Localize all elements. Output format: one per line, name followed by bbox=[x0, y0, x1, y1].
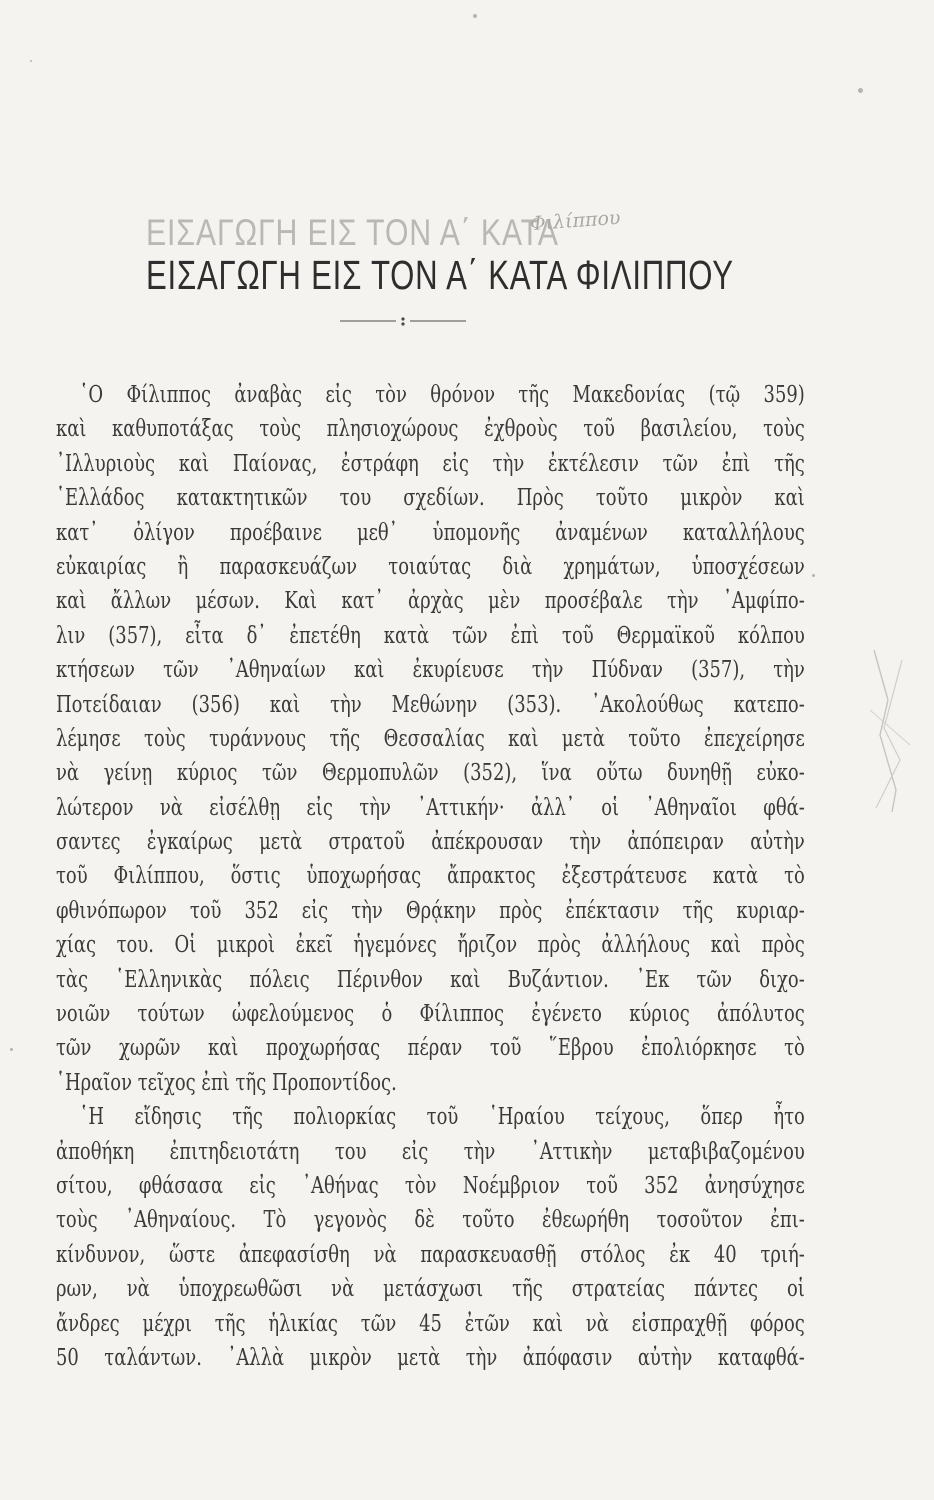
text-line: ῾Ελλάδος κατακτητικῶν του σχεδίων. Πρὸς τοῦτο μικρὸν καὶ bbox=[56, 485, 805, 512]
body-text bbox=[56, 378, 805, 1375]
text-line: κατ᾿ ὀλίγον προέβαινε μεθ᾿ ὑπομονῆς ἀναμένων καταλλήλους bbox=[56, 519, 805, 546]
text-line: χίας του. Οἱ μικροὶ ἐκεῖ ἡγεμόνες ἤριζον πρὸς ἀλλήλους καὶ πρὸς bbox=[56, 932, 805, 959]
specks bbox=[812, 574, 815, 577]
text-line: ᾿Ιλλυριοὺς καὶ Παίονας, ἐστράφη εἰς τὴν ἐκτέλεσιν τῶν ἐπὶ τῆς bbox=[56, 450, 805, 477]
text-line: τὰς ῾Ελληνικὰς πόλεις Πέρινθον καὶ Βυζάντιον. ᾿Εκ τῶν διχο- bbox=[56, 966, 805, 993]
faded-heading: ΕΙΣΑΓΩΓΗ ΕΙΣ ΤΟΝ Α΄ ΚΑΤΑ bbox=[146, 212, 559, 253]
text-line: ἀποθήκη ἐπιτηδειοτάτη του εἰς τὴν ᾿Αττικὴν μεταβιβαζομένου bbox=[56, 1138, 805, 1165]
specks bbox=[858, 88, 863, 93]
text-line: Ποτείδαιαν (356) καὶ τὴν Μεθώνην (353). ᾿Ακολούθως κατεπο- bbox=[56, 691, 805, 718]
text-line: ρων, νὰ ὑποχρεωθῶσι νὰ μετάσχωσι τῆς στρατείας πάντες οἱ bbox=[56, 1276, 805, 1303]
text-line: φθινόπωρον τοῦ 352 εἰς τὴν Θρᾴκην πρὸς ἐπέκτασιν τῆς κυριαρ- bbox=[56, 897, 805, 924]
specks bbox=[473, 14, 477, 18]
text-line: λώτερον νὰ εἰσέλθῃ εἰς τὴν ᾿Αττικήν· ἀλλ᾿ οἱ ᾿Αθηναῖοι φθά- bbox=[56, 794, 805, 821]
text-line: εὐκαιρίας ἢ παρασκευάζων τοιαύτας διὰ χρημάτων, ὑποσχέσεων bbox=[56, 553, 805, 580]
specks bbox=[30, 60, 32, 62]
text-line: λιν (357), εἶτα δ᾿ ἐπετέθη κατὰ τῶν ἐπὶ τοῦ Θερμαϊκοῦ κόλπου bbox=[56, 622, 805, 649]
text-line: τοῦ Φιλίππου, ὅστις ὑποχωρήσας ἄπρακτος ἐξεστράτευσε κατὰ τὸ bbox=[56, 863, 805, 890]
text-line: καὶ καθυποτάξας τοὺς πλησιοχώρους ἐχθροὺς τοῦ βασιλείου, τοὺς bbox=[56, 416, 805, 443]
specks bbox=[10, 1048, 13, 1051]
text-line: καὶ ἄλλων μέσων. Καὶ κατ᾿ ἀρχὰς μὲν προσέβαλε τὴν ᾿Αμφίπο- bbox=[56, 588, 805, 615]
text-line: κίνδυνον, ὥστε ἀπεφασίσθη νὰ παρασκευασθῇ στόλος ἐκ 40 τριή- bbox=[56, 1241, 805, 1268]
text-line: σίτου, φθάσασα εἰς ᾿Αθήνας τὸν Νοέμβριον τοῦ 352 ἀνησύχησε bbox=[56, 1172, 805, 1199]
text-line: ἄνδρες μέχρι τῆς ἡλικίας τῶν 45 ἐτῶν καὶ νὰ εἰσπραχθῇ φόρος bbox=[56, 1310, 805, 1337]
handwritten-note: Φιλίππου bbox=[529, 206, 622, 236]
page-title: ΕΙΣΑΓΩΓΗ ΕΙΣ ΤΟΝ Α΄ ΚΑΤΑ ΦΙΛΙΠΠΟΥ bbox=[146, 252, 734, 298]
margin-scribble-icon bbox=[862, 640, 922, 820]
text-line: ῾Ο Φίλιππος ἀναβὰς εἰς τὸν θρόνον τῆς Μακεδονίας (τῷ 359) bbox=[79, 382, 805, 408]
text-line: 50 ταλάντων. ᾿Αλλὰ μικρὸν μετὰ τὴν ἀπόφασιν αὐτὴν καταφθά- bbox=[56, 1344, 805, 1371]
text-line: ῾Ηραῖον τεῖχος ἐπὶ τῆς Προποντίδος. bbox=[56, 1069, 397, 1096]
text-line: τῶν χωρῶν καὶ προχωρήσας πέραν τοῦ ῞Εβρου ἐπολιόρκησε τὸ bbox=[56, 1035, 805, 1062]
ornament-divider bbox=[340, 315, 466, 327]
text-line: νοιῶν τούτων ὠφελούμενος ὁ Φίλιππος ἐγένετο κύριος ἀπόλυτος bbox=[56, 1001, 805, 1028]
text-line: κτήσεων τῶν ᾿Αθηναίων καὶ ἐκυρίευσε τὴν Πύδναν (357), τὴν bbox=[56, 657, 805, 684]
text-line: ῾Η εἴδησις τῆς πολιορκίας τοῦ ῾Ηραίου τείχους, ὅπερ ἦτο bbox=[79, 1104, 805, 1131]
text-line: τοὺς ᾿Αθηναίους. Τὸ γεγονὸς δὲ τοῦτο ἐθεωρήθη τοσοῦτον ἐπι- bbox=[56, 1207, 805, 1234]
text-line: σαντες ἐγκαίρως μετὰ στρατοῦ ἀπέκρουσαν τὴν ἀπόπειραν αὐτὴν bbox=[56, 829, 805, 856]
text-line: νὰ γείνῃ κύριος τῶν Θερμοπυλῶν (352), ἵνα οὕτω δυνηθῇ εὐκο- bbox=[56, 760, 805, 787]
text-line: λέμησε τοὺς τυράννους τῆς Θεσσαλίας καὶ μετὰ τοῦτο ἐπεχείρησε bbox=[56, 725, 805, 752]
